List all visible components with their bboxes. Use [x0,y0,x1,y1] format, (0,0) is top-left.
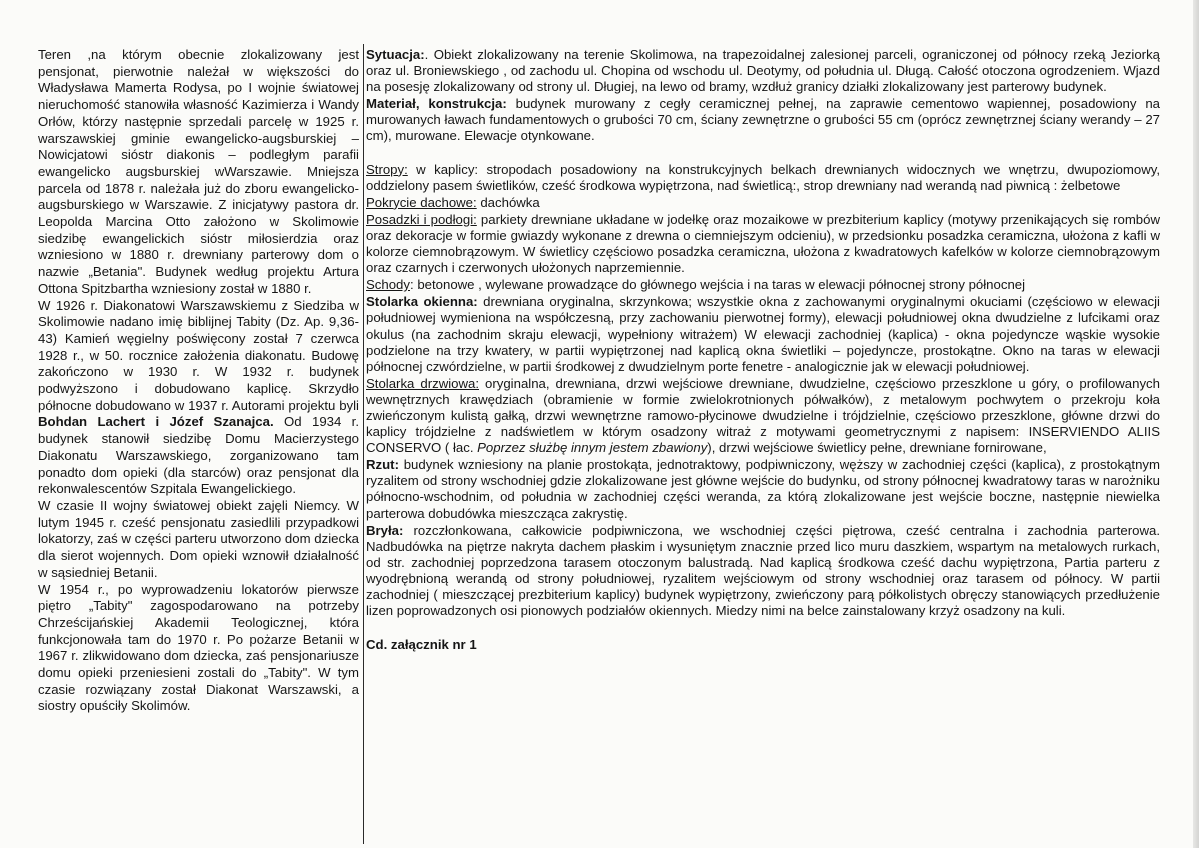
section-text: drewniana oryginalna, skrzynkowa; wszystkie okna z zachowanymi oryginalnymi okuciami (częściowo w elewacji południowej wymieniona na współczesną, przy zachowaniu pierwotnej formy), elewacji południowej okna dwudzielne z lufcikami oraz okulus (na zachodnim skraju elewacji, wypełniony witrażem) W elewacji zachodniej (kaplica) - okna pojedyncze wąskie wysokie podzielone na trzy kwatery, w partii wypiętrzonej nad kaplicą okna świetliki – pojedyncze, prostokątne. Okno na taras w elewacji północnej czwórdzielne, w partii środkowej z dwudzielnym porte fenetre - analogicznie jak w elewacji południowej. [366,294,1160,374]
section-heading: Stolarka okienna: [366,294,478,310]
section-text: w kaplicy: stropodach posadowiony na konstrukcyjnych belkach drewnianych widocznych we wnętrzu, dwupoziomowy, oddzielony pasem świetlików, cześć środkowa wypiętrzona, nad świetlicą:, strop drewniany nad werandą nad piwnicą : żelbetowe [366,161,1160,193]
history-paragraph [38,47,359,298]
section-schody [366,277,1160,293]
section-heading: Schody [366,277,410,293]
history-text: Od 1934 r. budynek stanowił siedzibę Domu Macierzystego Diakonatu Warszawskiego, zorganizowano tam ponadto dom opieki (dla starców) oraz pensjonat dla rekonwalescentów Szpitala Ewangelickiego. [38,414,360,497]
section-text: oryginalna, drewniana, drzwi wejściowe drewniane, dwudzielne, częściowo przeszklone u góry, o profilowanych wewnętrznych krawędziach (obramienie w formie zwielokrotnionych półwałków), z metalowym pochwytem o przekroju koła zwieńczonym kulistą gałką, drzwi wewnętrzne ramowo-płycinowe dwudzielne i trójdzielnie, częściowo przeszklone, główne drzwi do kaplicy trójdzielne z nadświetlem w którym osadzony witraż z motywami geometrycznymi z napisem: INSERVIENDO ALIIS CONSERVO ( łac. [366,375,1160,456]
section-text: . Obiekt zlokalizowany na terenie Skolimowa, na trapezoidalnej zalesionej parceli, ograniczonej od północy rzeką Jeziorką oraz ul. Broniewskiego , od zachodu ul. Chopina od wschodu ul. Deotymy, od południa ul. Długą. Całość otoczona ogrodzeniem. Wjazd na posesję zlokalizowany od strony ul. Długiej, na lewo od bramy, wzdłuż granicy działki zlokalizowany jest parterowy budynek. [366,47,1160,95]
description-column [366,47,1160,666]
section-stolarka-okienna [366,294,1160,374]
section-heading: Rzut: [366,457,399,473]
section-material [366,96,1160,144]
spacer [366,146,1160,162]
history-text: W 1926 r. Diakonatowi Warszawskiemu z Siedziba w Skolimowie nadano imię biblijnej Tabity (Dz. Ap. 9,36-43) Kamień węgielny poświęcony został 7 czerwca 1928 r., w 50. rocznice założenia diakonatu. Budowę zakończono w 1930 r. W 1932 r. budynek podwyższono i dobudowano kaplicę. Skrzydło północne dobudowano w 1937 r. Autorami projektu byli [38,297,359,413]
section-sytuacja [366,47,1160,95]
section-heading: Stolarka drzwiowa: [366,375,480,391]
history-paragraph [38,582,359,716]
section-text: ), drzwi wejściowe świetlicy pełne, drewniane fornirowane, [707,440,1047,456]
section-text: rozczłonkowana, całkowicie podpiwniczona, we wschodniej części piętrowa, cześć centralna i zachodnia parterowa. Nadbudówka na piętrze nakryta dachem płaskim i wysuniętym znacznie przed lico muru daszkiem, wspartym na metalowych rurkach, od str. zachodniej poprzedzona tarasem otoczonym balustradą. Nad kaplicą środkowa cześć dachu wypiętrzona, Partia parteru z wyodrębnioną werandą od strony południowej, ryzalitem wejściowym od strony wschodniej oraz tarasem od północy. W partii zachodniej ( mieszczącej prezbiterium kaplicy) budynek wypiętrzony, zwieńczony parą półkolistych obręczy stanowiących przedłużenie lizen poprowadzonych osi pionowych podziałów okiennych. Miedzy nimi na belce zainstalowany krzyż osadzony na kuli. [366,522,1160,619]
section-heading: Sytuacja: [366,47,425,62]
section-posadzki [366,212,1160,276]
section-text: budynek wzniesiony na planie prostokąta, jednotraktowy, podpiwniczony, węższy w zachodniej części (kaplica), z prostokątnym ryzalitem od strony wschodniej gdzie zlokalizowane jest główne wejście do budynku, od strony północnej kwadratowy taras w narożniku północno-wschodnim, od południa w zachodniej części weranda, za którą zlokalizowane jest wejście boczne, następnie niewielka parterowa dobudówka mieszcząca zakrystię. [366,457,1160,521]
section-bryla [366,523,1160,620]
section-rzut [366,457,1160,521]
section-stolarka-drzwiowa [366,376,1160,456]
architects-names: Bohdan Lachert i Józef Szanajca. [38,414,274,430]
history-text: W czasie II wojny światowej obiekt zajęli Niemcy. W lutym 1945 r. cześć pensjonatu zasiedlili przypadkowi lokatorzy, zaś w części parteru utworzono dom dziecka dla sierot wojennych. Dom opieki wznowił działalność w sąsiedniej Betanii. [38,497,359,580]
section-text: dachówka [476,194,540,210]
history-text: Teren ,na którym obecnie zlokalizowany jest pensjonat, pierwotnie należał w większości do Władysława Mamerta Rodysa, po I wojnie światowej nieruchomość stanowiła własność Kazimierza i Wandy Orłów, którzy następnie sprzedali parcelę w 1925 r. warszawskiej gminie ewangelicko-augsburskiej – Nowicjatowi sióstr diakonis – podległym parafii ewangelicko augsburskiej wWarszawie. Mniejsza parcela od 1878 r. należała już do zboru ewangelicko-augsburskiego w Warszawie. Z inicjatywy pastora dr. Leopolda Marcina Otto założono w Skolimowie siedzibę ewangelickich sióstr miłosierdzia oraz wzniesiono w 1880 r. drewniany parterowy dom o nazwie „Betania". Budynek według projektu Artura Ottona Spitzbartha wzniesiony został w 1880 r. [38,47,359,296]
continuation-note: Cd. załącznik nr 1 [366,637,477,653]
latin-translation: Poprzez służbę innym jestem zbawiony [477,440,708,456]
column-divider [363,44,364,844]
section-heading: Stropy: [366,161,408,177]
history-paragraph [38,298,359,498]
section-stropy [366,162,1160,194]
section-text: : betonowe , wylewane prowadzące do głównego wejścia i na taras w elewacji północnej strony północnej [410,277,1026,293]
section-text: budynek murowany z cegły ceramicznej pełnej, na zaprawie cementowo wapiennej, posadowiony na murowanych ławach fundamentowych o grubości 70 cm, ściany zewnętrzne o grubości 55 cm (oprócz zewnętrznej ściany werandy – 27 cm), murowane. Elewacje otynkowane. [366,96,1160,144]
section-text: parkiety drewniane układane w jodełkę oraz mozaikowe w prezbiterium kaplicy (motywy przenikających się rombów oraz dekoracje w formie gwiazdy wykonane z drewna o ciemniejszym odcieniu), w przedsionku posadzka ceramiczna, ułożona z kafli w kolorze ciemnobrązowym. W świetlicy częściowo posadzka ceramiczna, ułożona z kwadratowych kafelków w kolorze ciemnobrązowym oraz czarnych i czerwonych ułożonych naprzemiennie. [366,211,1160,276]
history-column [38,47,359,715]
section-heading: Posadzki i podłogi: [366,211,477,227]
history-paragraph [38,498,359,582]
scan-edge [1193,0,1199,848]
section-heading: Materiał, konstrukcja: [366,96,507,112]
section-pokrycie [366,195,1160,211]
history-text: W 1954 r., po wyprowadzeniu lokatorów pierwsze piętro „Tabity" zagospodarowano na potrzeby Chrześcijańskiej Akademii Teologicznej, która funkcjonowała tam do 1970 r. Po pożarze Betanii w 1967 r. zlikwidowano dom dziecka, zaś pensjonariusze domu opieki przeniesieni zostali do „Tabity". W tym czasie rozwiązany został Diakonat Warszawski, a siostry opuściły Skolimów. [38,581,359,714]
section-heading: Pokrycie dachowe: [366,194,477,210]
section-heading: Bryła: [366,522,404,538]
